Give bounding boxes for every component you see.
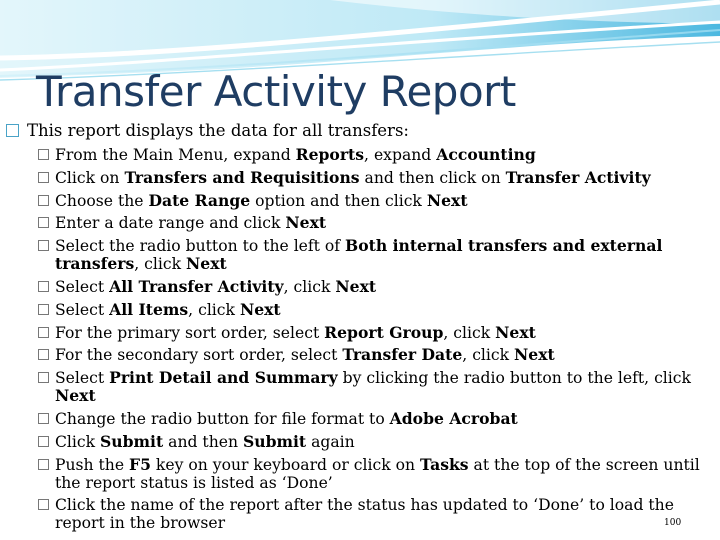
step-fragment: at the top of the screen until the report status is listed as ‘Done’	[55, 455, 700, 492]
step-emphasis: All Items	[109, 299, 189, 319]
list-item	[38, 301, 714, 319]
step-fragment: Select the radio button to the left of	[55, 237, 346, 256]
square-bullet-icon	[38, 172, 49, 183]
step-emphasis: Submit	[242, 431, 307, 451]
square-bullet-icon	[38, 304, 49, 315]
square-bullet-icon	[38, 327, 49, 338]
step-text	[55, 433, 714, 451]
list-item	[38, 346, 714, 364]
step-emphasis: Next	[186, 254, 227, 274]
step-fragment: and then click on	[359, 168, 506, 187]
step-fragment: , click	[462, 346, 515, 365]
step-text	[55, 346, 714, 364]
step-text	[55, 192, 714, 210]
slide-title: Transfer Activity Report	[36, 67, 516, 116]
steps-list	[38, 146, 714, 537]
step-emphasis: Tasks	[420, 454, 469, 474]
list-item	[38, 324, 714, 342]
step-fragment: key on your keyboard or click on	[150, 455, 420, 474]
step-emphasis: All Transfer Activity	[109, 276, 284, 296]
square-bullet-icon	[38, 349, 49, 360]
step-fragment: , click	[188, 300, 240, 319]
step-fragment: , expand	[364, 146, 437, 164]
list-item	[38, 146, 714, 164]
step-fragment: and then	[163, 432, 243, 451]
square-bullet-icon	[38, 149, 49, 160]
list-item	[38, 278, 714, 296]
list-item	[38, 169, 714, 187]
list-item	[38, 192, 714, 210]
step-fragment: Click on	[55, 168, 125, 187]
step-fragment: by clicking the radio button to the left, click	[337, 369, 691, 388]
step-fragment: option and then click	[250, 191, 427, 210]
square-bullet-icon	[38, 217, 49, 228]
step-text	[55, 169, 714, 187]
step-fragment: For the primary sort order, select	[55, 323, 325, 342]
step-emphasis: Report Group	[324, 322, 444, 342]
square-bullet-icon	[6, 124, 19, 137]
square-bullet-icon	[38, 413, 49, 424]
step-emphasis: Reports	[295, 145, 365, 164]
step-fragment: From the Main Menu, expand	[55, 146, 296, 164]
step-emphasis: Date Range	[148, 190, 251, 210]
square-bullet-icon	[38, 195, 49, 206]
step-fragment: Change the radio button for file format to	[55, 409, 390, 428]
step-emphasis: Next	[239, 299, 281, 319]
step-emphasis: Next	[514, 345, 555, 365]
list-item	[38, 433, 714, 451]
step-emphasis: Transfers and Requisitions	[124, 167, 360, 187]
step-emphasis: Transfer Activity	[505, 167, 651, 187]
step-emphasis: Next	[495, 322, 536, 342]
step-fragment: Click the name of the report after the status has updated to ‘Done’ to load the report in the browser	[55, 496, 674, 533]
list-item	[38, 214, 714, 232]
step-text	[55, 324, 714, 342]
square-bullet-icon	[38, 372, 49, 383]
step-emphasis: Submit	[100, 431, 164, 451]
step-text	[55, 214, 714, 232]
step-emphasis: Next	[426, 190, 468, 210]
square-bullet-icon	[38, 459, 49, 470]
step-emphasis: Next	[335, 276, 377, 296]
step-emphasis: Both internal transfers and external transfers	[55, 236, 663, 274]
step-emphasis: Next	[55, 386, 96, 406]
step-fragment: Click	[55, 432, 101, 451]
step-fragment: , click	[134, 255, 187, 274]
step-text	[55, 278, 714, 296]
step-text	[55, 301, 714, 319]
step-emphasis: Print Detail and Summary	[109, 368, 338, 388]
step-emphasis: Transfer Date	[342, 345, 463, 365]
step-emphasis: Accounting	[436, 145, 536, 164]
list-item	[38, 496, 714, 532]
step-fragment: Select	[55, 277, 110, 296]
step-fragment: Enter a date range and click	[55, 214, 286, 233]
step-text	[55, 410, 714, 428]
step-fragment: For the secondary sort order, select	[55, 346, 343, 365]
square-bullet-icon	[38, 499, 49, 510]
step-emphasis: F5	[129, 454, 151, 474]
square-bullet-icon	[38, 436, 49, 447]
list-item	[38, 456, 714, 492]
intro-text: This report displays the data for all transfers:	[27, 121, 409, 140]
step-text	[55, 146, 714, 164]
step-text	[55, 237, 714, 273]
square-bullet-icon	[38, 240, 49, 251]
step-fragment: , click	[443, 323, 496, 342]
step-fragment: Select	[55, 300, 110, 319]
step-fragment: Select	[55, 369, 110, 388]
step-fragment: again	[306, 432, 355, 451]
step-text	[55, 496, 714, 532]
square-bullet-icon	[38, 281, 49, 292]
intro-line	[6, 120, 706, 142]
page-number: 100	[664, 518, 682, 528]
step-emphasis: Next	[285, 213, 327, 233]
step-text	[55, 369, 714, 405]
step-text	[55, 456, 714, 492]
list-item	[38, 410, 714, 428]
step-fragment: Push the	[55, 455, 130, 474]
list-item	[38, 237, 714, 273]
list-item	[38, 369, 714, 405]
step-fragment: Choose the	[55, 191, 149, 210]
step-fragment: , click	[283, 277, 336, 296]
step-emphasis: Adobe Acrobat	[389, 408, 518, 428]
